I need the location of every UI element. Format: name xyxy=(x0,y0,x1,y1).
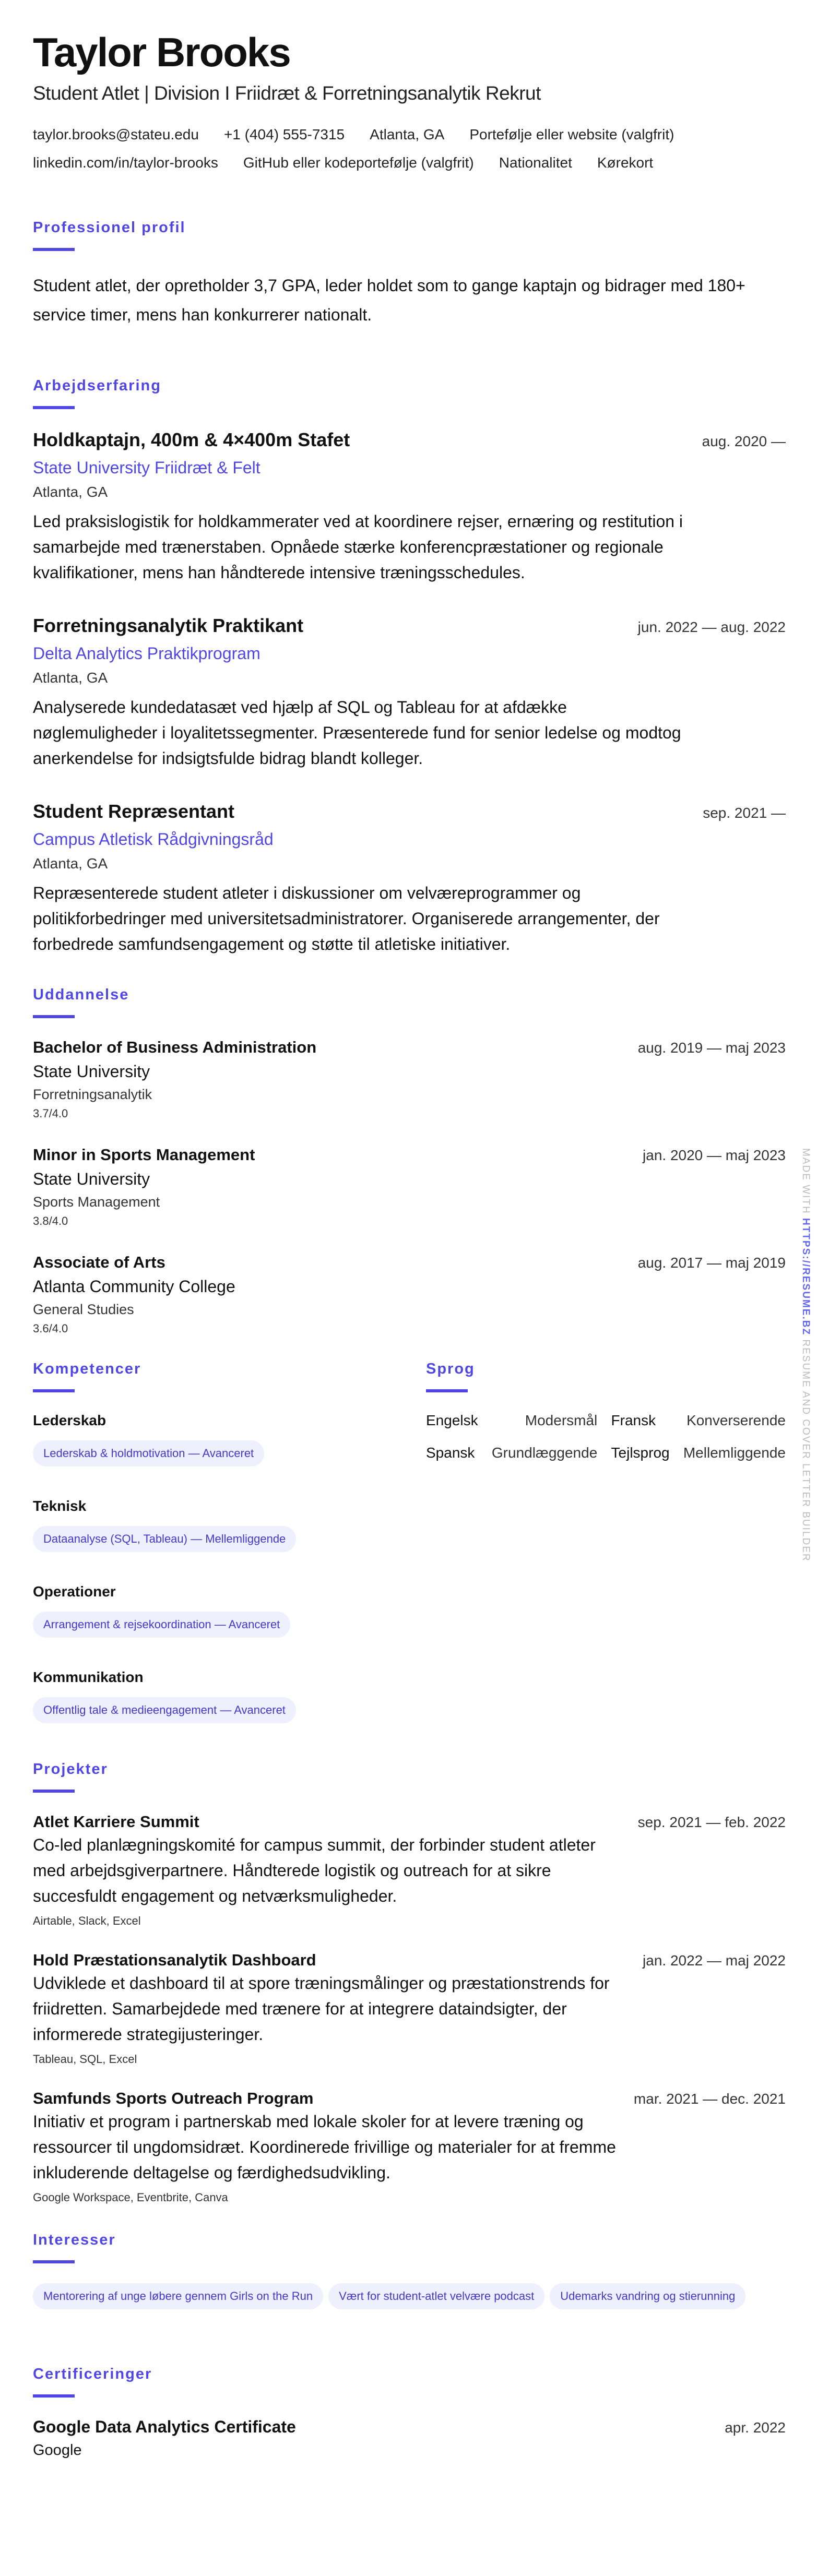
project-header xyxy=(33,2089,786,2108)
language-name: Tejlsprog xyxy=(611,1444,670,1461)
profile-summary: Student atlet, der opretholder 3,7 GPA, leder holdet som to gange kaptajn og bidrager med 180+ service timer, mens han konkurrerer nationalt. xyxy=(33,276,745,324)
gpa: 3.6/4.0 xyxy=(33,1321,68,1335)
education-entry xyxy=(33,1038,786,1120)
job-header xyxy=(33,615,786,637)
project-tech: Google Workspace, Eventbrite, Canva xyxy=(33,2190,228,2204)
contact-location: Atlanta, GA xyxy=(370,126,445,142)
job-date: sep. 2021 — xyxy=(703,804,786,821)
job-title: Holdkaptajn, 400m & 4×400m Stafet xyxy=(33,428,350,450)
skill-category: Operationer xyxy=(33,1583,116,1600)
section-divider xyxy=(33,1790,75,1793)
skill-chip-row xyxy=(33,1697,426,1755)
school-name: Atlanta Community College xyxy=(33,1277,235,1296)
gpa: 3.8/4.0 xyxy=(33,1214,68,1227)
skill-chip: Lederskab & holdmotivation — Avanceret xyxy=(33,1440,264,1466)
degree-title: Minor in Sports Management xyxy=(33,1145,255,1164)
language-level: Grundlæggende xyxy=(491,1444,598,1461)
contact-phone[interactable]: +1 (404) 555-7315 xyxy=(223,126,345,142)
watermark-prefix: MADE WITH xyxy=(800,1148,811,1214)
education-entry xyxy=(33,1146,786,1228)
section-divider xyxy=(33,248,75,251)
project-title: Samfunds Sports Outreach Program xyxy=(33,2089,314,2107)
skill-chip-row xyxy=(33,1526,426,1583)
watermark-suffix: RESUME AND COVER LETTER BUILDER xyxy=(800,1339,811,1562)
project-tech: Tableau, SQL, Excel xyxy=(33,2052,137,2066)
job-date: jun. 2022 — aug. 2022 xyxy=(637,618,786,635)
education-header xyxy=(33,1253,786,1272)
education-section xyxy=(33,986,786,1335)
experience-section xyxy=(33,377,786,957)
language-level: Modersmål xyxy=(525,1412,598,1428)
job-description: Repræsenterede student atleter i diskussioner om velværeprogrammer og politikforbedringer med universitetsadministratorer. Organiserede arrangementer, der forbedrede samfundsengagement og støtte til atletiske initiativer. xyxy=(33,883,660,953)
contact-portfolio[interactable]: Portefølje eller website (valgfrit) xyxy=(469,126,674,142)
contact-linkedin[interactable]: linkedin.com/in/taylor-brooks xyxy=(33,154,218,171)
school-name: State University xyxy=(33,1169,150,1188)
language-level: Mellemliggende xyxy=(683,1444,786,1461)
project-header xyxy=(33,1951,786,1970)
section-title: Professionel profil xyxy=(33,219,186,236)
field-of-study: Sports Management xyxy=(33,1194,160,1210)
certification-header xyxy=(33,2417,786,2437)
languages-section xyxy=(426,1361,786,1755)
language-name: Spansk xyxy=(426,1444,475,1461)
project-title: Hold Præstationsanalytik Dashboard xyxy=(33,1950,316,1969)
education-date: aug. 2017 — maj 2019 xyxy=(637,1254,786,1271)
certification-date: apr. 2022 xyxy=(725,2419,786,2436)
resume-header xyxy=(33,30,786,171)
project-header xyxy=(33,1812,786,1831)
language-name: Engelsk xyxy=(426,1412,478,1428)
section-divider xyxy=(33,2394,75,2398)
project-date: jan. 2022 — maj 2022 xyxy=(643,1952,786,1969)
watermark xyxy=(800,1148,811,1562)
gpa: 3.7/4.0 xyxy=(33,1106,68,1120)
job-company: Campus Atletisk Rådgivningsråd xyxy=(33,829,274,849)
candidate-subtitle: Student Atlet | Division I Friidræt & Forretningsanalytik Rekrut xyxy=(33,82,541,104)
skill-category: Lederskab xyxy=(33,1412,106,1428)
job-entry xyxy=(33,615,786,771)
project-description: Co-led planlægningskomité for campus summit, der forbinder student atleter med arbejdsgiverpartnere. Håndterede logistik og outreach for at sikre succesfuldt engagement og netværksmuligheder. xyxy=(33,1835,596,1905)
project-tech: Airtable, Slack, Excel xyxy=(33,1914,141,1927)
interests-section xyxy=(33,2232,786,2319)
section-title: Certificeringer xyxy=(33,2365,152,2382)
contact-list xyxy=(33,126,786,171)
watermark-link[interactable]: HTTPS://RESUME.BZ xyxy=(800,1218,811,1336)
contact-github[interactable]: GitHub eller kodeportefølje (valgfrit) xyxy=(243,154,474,171)
section-title: Kompetencer xyxy=(33,1360,141,1377)
project-description: Initiativ et program i partnerskab med lokale skoler for at levere træning og ressourcer til ungdomsidræt. Koordinerede frivillige og materialer for at fremme inkluderende deltagelse og færdighedsudvikling. xyxy=(33,2112,616,2182)
education-header xyxy=(33,1146,786,1164)
skill-chip: Arrangement & rejsekoordination — Avanceret xyxy=(33,1612,290,1638)
job-entry xyxy=(33,801,786,957)
candidate-name: Taylor Brooks xyxy=(33,29,290,75)
certification-entry xyxy=(33,2417,786,2459)
job-description: Analyserede kundedatasæt ved hjælp af SQL og Tableau for at afdække nøglemuligheder i loyalitetssegmenter. Præsenterede fund for senior ledelse og modtog anerkendelse for indsigtsfulde bidrag blandt kolleger. xyxy=(33,697,681,768)
section-title: Interesser xyxy=(33,2231,116,2248)
interest-chip: Vært for student-atlet velvære podcast xyxy=(328,2283,544,2309)
skills-languages-row xyxy=(33,1361,786,1755)
project-entry xyxy=(33,1812,786,1928)
education-date: jan. 2020 — maj 2023 xyxy=(643,1147,786,1163)
contact-license: Kørekort xyxy=(597,154,654,171)
job-header xyxy=(33,801,786,822)
section-divider xyxy=(33,1389,75,1392)
field-of-study: General Studies xyxy=(33,1301,134,1317)
job-description: Led praksislogistik for holdkammerater ved at koordinere rejser, ernæring og restitution i samarbejde med trænerstaben. Opnåede stærke konferencpræstationer og regionale kvalifikationer, mens han håndterede intensive træningsschedules. xyxy=(33,511,683,582)
job-title: Forretningsanalytik Praktikant xyxy=(33,614,304,636)
section-title: Sprog xyxy=(426,1360,475,1377)
education-entry xyxy=(33,1253,786,1335)
skill-chip: Offentlig tale & medieengagement — Avanceret xyxy=(33,1697,296,1723)
job-location: Atlanta, GA xyxy=(33,855,108,872)
project-title: Atlet Karriere Summit xyxy=(33,1812,199,1831)
section-title: Arbejdserfaring xyxy=(33,377,161,394)
section-title: Uddannelse xyxy=(33,986,129,1003)
job-location: Atlanta, GA xyxy=(33,483,108,500)
job-title: Student Repræsentant xyxy=(33,800,235,822)
contact-nationality: Nationalitet xyxy=(499,154,572,171)
language-name: Fransk xyxy=(611,1412,656,1428)
project-entry xyxy=(33,2089,786,2204)
skill-chip-row xyxy=(33,1612,426,1669)
job-location: Atlanta, GA xyxy=(33,669,108,686)
section-title: Projekter xyxy=(33,1760,108,1778)
skill-chip-row xyxy=(33,1440,426,1498)
education-header xyxy=(33,1038,786,1057)
degree-title: Bachelor of Business Administration xyxy=(33,1037,317,1056)
skill-category: Teknisk xyxy=(33,1497,87,1514)
skills-section xyxy=(33,1361,426,1755)
job-header xyxy=(33,429,786,451)
job-company: State University Friidræt & Felt xyxy=(33,458,260,477)
project-date: sep. 2021 — feb. 2022 xyxy=(637,1814,786,1830)
section-divider xyxy=(426,1389,468,1392)
profile-section xyxy=(33,219,786,329)
contact-email[interactable]: taylor.brooks@stateu.edu xyxy=(33,126,199,142)
certification-issuer: Google xyxy=(33,2441,82,2459)
section-divider xyxy=(33,2260,75,2263)
project-date: mar. 2021 — dec. 2021 xyxy=(633,2090,786,2107)
degree-title: Associate of Arts xyxy=(33,1253,165,1271)
project-entry xyxy=(33,1951,786,2066)
section-divider xyxy=(33,406,75,409)
interest-chip: Udemarks vandring og stierunning xyxy=(550,2283,745,2309)
skill-chip: Dataanalyse (SQL, Tableau) — Mellemliggende xyxy=(33,1526,296,1552)
education-date: aug. 2019 — maj 2023 xyxy=(637,1039,786,1056)
job-date: aug. 2020 — xyxy=(702,433,786,449)
school-name: State University xyxy=(33,1062,150,1081)
job-company: Delta Analytics Praktikprogram xyxy=(33,643,260,663)
language-level: Konverserende xyxy=(686,1412,786,1428)
project-description: Udviklede et dashboard til at spore træningsmålinger og præstationstrends for friidretten. Samarbejdede med trænere for at integrere dataindsigter, der informerede strategijusteringer. xyxy=(33,1973,610,2044)
projects-section xyxy=(33,1761,786,2204)
section-divider xyxy=(33,1015,75,1018)
interest-chip: Mentorering af unge løbere gennem Girls on the Run xyxy=(33,2283,323,2309)
certification-title: Google Data Analytics Certificate xyxy=(33,2417,296,2436)
certifications-section xyxy=(33,2366,786,2459)
field-of-study: Forretningsanalytik xyxy=(33,1086,152,1102)
skill-category: Kommunikation xyxy=(33,1668,144,1685)
job-entry xyxy=(33,429,786,586)
